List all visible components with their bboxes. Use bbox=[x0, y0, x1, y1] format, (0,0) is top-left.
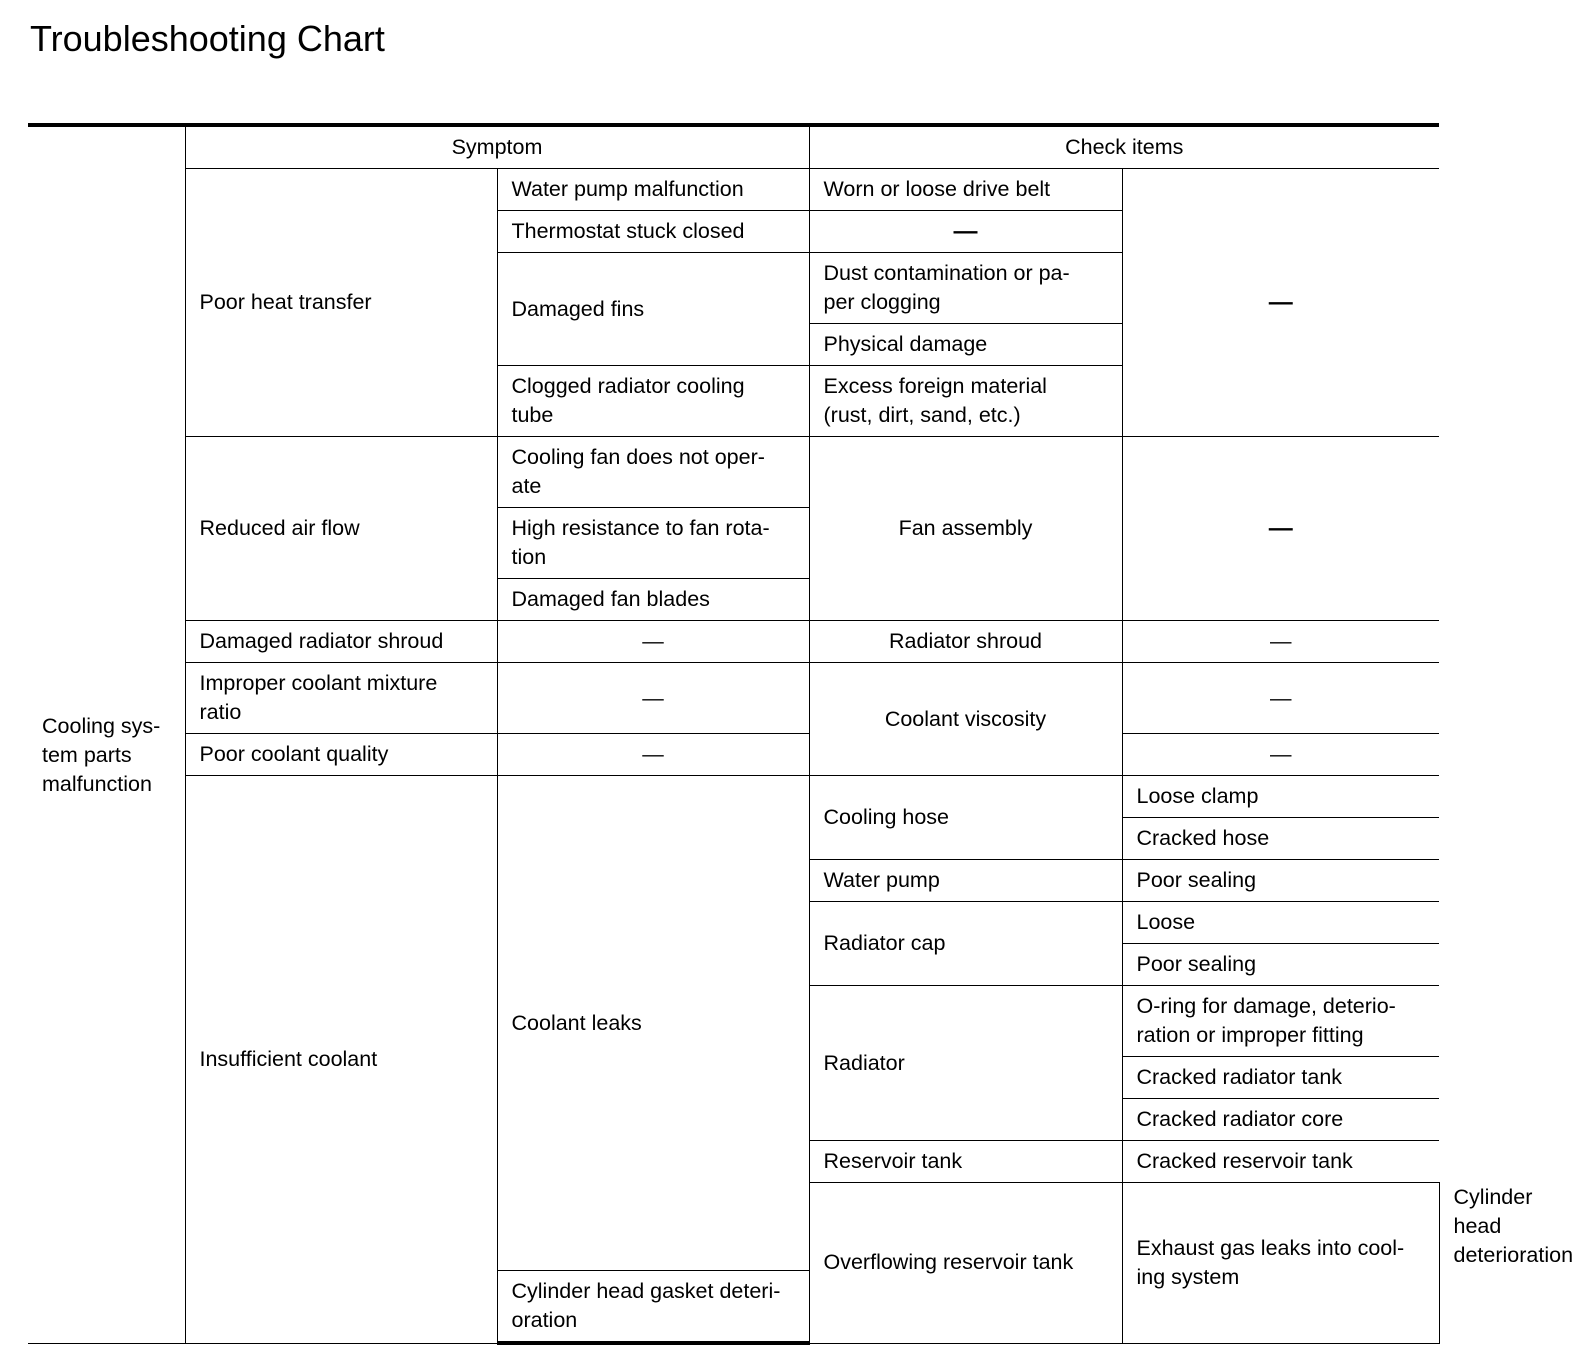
check-water-pump: Water pump bbox=[809, 860, 1122, 902]
item-cylinder-head-gasket: Cylinder head gasket deteri- oration bbox=[497, 1271, 809, 1344]
category-label: Cooling sys- tem parts malfunction bbox=[42, 714, 161, 796]
header-row bbox=[28, 125, 1439, 169]
symptom-damaged-shroud: Damaged radiator shroud bbox=[185, 621, 497, 663]
header-blank-cell bbox=[28, 125, 185, 169]
check-reservoir-tank: Reservoir tank bbox=[809, 1141, 1122, 1183]
dash-cell: — bbox=[497, 734, 809, 776]
check-excess-foreign-material: Excess foreign material (rust, dirt, sand, etc.) bbox=[809, 366, 1122, 437]
table-row bbox=[28, 169, 1439, 211]
table-row bbox=[28, 663, 1439, 734]
symptom-poor-coolant-quality: Poor coolant quality bbox=[185, 734, 497, 776]
dash-cell: — bbox=[809, 211, 1122, 253]
table-row bbox=[28, 734, 1439, 776]
dash-cell: — bbox=[1122, 437, 1439, 621]
symptom-insufficient-coolant: Insufficient coolant bbox=[185, 776, 497, 1344]
item-oring-damage: O-ring for damage, deterio- ration or improper fitting bbox=[1122, 986, 1439, 1057]
check-coolant-viscosity: Coolant viscosity bbox=[809, 663, 1122, 776]
item-cracked-hose: Cracked hose bbox=[1122, 818, 1439, 860]
symptom-improper-mixture: Improper coolant mixture ratio bbox=[185, 663, 497, 734]
cause-clogged-tube: Clogged radiator cooling tube bbox=[497, 366, 809, 437]
table-row: Overflowing reservoir tank Exhaust gas leaks into cool- ing system Cylinder head deterioration bbox=[28, 1183, 1439, 1271]
dash-cell: — bbox=[497, 621, 809, 663]
symptom-reduced-air-flow: Reduced air flow bbox=[185, 437, 497, 621]
item-loose-clamp: Loose clamp bbox=[1122, 776, 1439, 818]
item-cracked-reservoir-tank: Cracked reservoir tank bbox=[1122, 1141, 1439, 1183]
dash-cell: — bbox=[1122, 734, 1439, 776]
dash-cell: — bbox=[1122, 663, 1439, 734]
check-radiator-shroud: Radiator shroud bbox=[809, 621, 1122, 663]
item-poor-sealing: Poor sealing bbox=[1122, 944, 1439, 986]
category-cell bbox=[28, 169, 185, 1344]
check-worn-drive-belt: Worn or loose drive belt bbox=[809, 169, 1122, 211]
cause-fan-not-operate: Cooling fan does not oper- ate bbox=[497, 437, 809, 508]
item-loose: Loose bbox=[1122, 902, 1439, 944]
cause-thermostat-stuck: Thermostat stuck closed bbox=[497, 211, 809, 253]
item-cracked-radiator-core: Cracked radiator core bbox=[1122, 1099, 1439, 1141]
check-fan-assembly: Fan assembly bbox=[809, 437, 1122, 621]
cause-damaged-fan-blades: Damaged fan blades bbox=[497, 579, 809, 621]
symptom-poor-heat-transfer: Poor heat transfer bbox=[185, 169, 497, 437]
symptom-header: Symptom bbox=[185, 125, 809, 169]
dash-cell: — bbox=[1122, 169, 1439, 437]
dash-cell: — bbox=[497, 663, 809, 734]
check-items-header: Check items bbox=[809, 125, 1439, 169]
check-cooling-hose: Cooling hose bbox=[809, 776, 1122, 860]
check-dust-contamination: Dust contamination or pa- per clogging bbox=[809, 253, 1122, 324]
check-radiator-cap: Radiator cap bbox=[809, 902, 1122, 986]
cause-overflowing-reservoir: Overflowing reservoir tank bbox=[809, 1183, 1122, 1344]
troubleshooting-table bbox=[28, 123, 1573, 1345]
cause-coolant-leaks: Coolant leaks bbox=[497, 776, 809, 1271]
dash-cell: — bbox=[1122, 621, 1439, 663]
check-physical-damage: Physical damage bbox=[809, 324, 1122, 366]
table-row bbox=[28, 437, 1439, 508]
item-poor-sealing: Poor sealing bbox=[1122, 860, 1439, 902]
table-row bbox=[28, 621, 1439, 663]
item-cracked-radiator-tank: Cracked radiator tank bbox=[1122, 1057, 1439, 1099]
check-radiator: Radiator bbox=[809, 986, 1122, 1141]
cause-damaged-fins: Damaged fins bbox=[497, 253, 809, 366]
check-exhaust-gas-leaks: Exhaust gas leaks into cool- ing system bbox=[1122, 1183, 1439, 1344]
cause-water-pump-malfunction: Water pump malfunction bbox=[497, 169, 809, 211]
cause-high-resistance: High resistance to fan rota- tion bbox=[497, 508, 809, 579]
page-title: Troubleshooting Chart bbox=[30, 18, 385, 59]
table-row bbox=[28, 776, 1439, 818]
